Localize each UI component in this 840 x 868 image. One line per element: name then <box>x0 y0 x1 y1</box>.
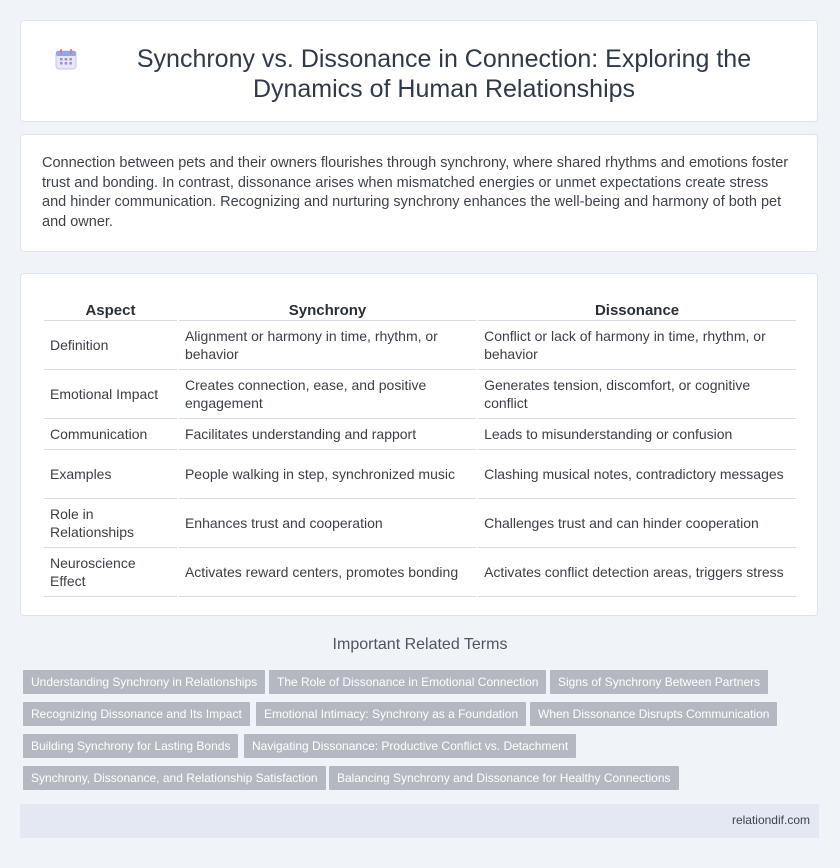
table-row <box>44 499 796 548</box>
cell-dissonance: Clashing musical notes, contradictory messages <box>478 450 796 499</box>
cell-synchrony: Creates connection, ease, and positive engagement <box>179 370 476 419</box>
intro-text: Connection between pets and their owners flourishes through synchrony, where shared rhythms and emotions foster trust and bonding. In contrast, dissonance arises when mismatched energies or unmet expectations create stress and hinder communication. Recognizing and nurturing synchrony enhances the well-being and harmony of both pet and owner. <box>42 155 789 230</box>
footer <box>20 804 819 838</box>
cell-synchrony: People walking in step, synchronized music <box>179 450 476 499</box>
footer-site-link[interactable]: relationdif.com <box>731 813 810 827</box>
cell-dissonance: Leads to misunderstanding or confusion <box>478 419 796 450</box>
cell-synchrony: Facilitates understanding and rapport <box>179 419 476 450</box>
related-term-tag[interactable]: When Dissonance Disrupts Communication <box>530 702 777 726</box>
table-row <box>44 419 796 450</box>
cell-dissonance: Generates tension, discomfort, or cognitive conflict <box>478 370 796 419</box>
intro-card <box>20 134 818 252</box>
cell-aspect: Neuroscience Effect <box>44 548 177 597</box>
table-header-row <box>44 292 796 321</box>
comparison-table <box>42 292 798 597</box>
title-card <box>20 20 818 122</box>
page-title: Synchrony vs. Dissonance in Connection: Exploring the Dynamics of Human Relationships <box>136 45 752 103</box>
cell-dissonance: Activates conflict detection areas, triggers stress <box>478 548 796 597</box>
cell-aspect: Examples <box>44 450 177 499</box>
cell-aspect: Communication <box>44 419 177 450</box>
related-term-tag[interactable]: The Role of Dissonance in Emotional Connection <box>269 670 546 694</box>
table-row <box>44 370 796 419</box>
related-term-tag[interactable]: Navigating Dissonance: Productive Conflict vs. Detachment <box>244 734 576 758</box>
related-term-tag[interactable]: Recognizing Dissonance and Its Impact <box>23 702 250 726</box>
calendar-icon <box>54 47 78 71</box>
cell-aspect: Emotional Impact <box>44 370 177 419</box>
related-term-tag[interactable]: Balancing Synchrony and Dissonance for Healthy Connections <box>329 766 679 790</box>
related-term-tag[interactable]: Synchrony, Dissonance, and Relationship Satisfaction <box>23 766 326 790</box>
table-row <box>44 321 796 370</box>
header-synchrony: Synchrony <box>179 292 476 321</box>
header-aspect: Aspect <box>44 292 177 321</box>
table-row <box>44 548 796 597</box>
related-term-tag[interactable]: Building Synchrony for Lasting Bonds <box>23 734 238 758</box>
related-term-tag[interactable]: Signs of Synchrony Between Partners <box>550 670 768 694</box>
cell-synchrony: Alignment or harmony in time, rhythm, or behavior <box>179 321 476 370</box>
related-term-tag[interactable]: Understanding Synchrony in Relationships <box>23 670 265 694</box>
table-row <box>44 450 796 499</box>
comparison-card <box>20 273 818 616</box>
cell-dissonance: Challenges trust and can hinder cooperation <box>478 499 796 548</box>
related-term-tag[interactable]: Emotional Intimacy: Synchrony as a Foundation <box>256 702 526 726</box>
cell-dissonance: Conflict or lack of harmony in time, rhythm, or behavior <box>478 321 796 370</box>
cell-aspect: Role in Relationships <box>44 499 177 548</box>
cell-aspect: Definition <box>44 321 177 370</box>
cell-synchrony: Activates reward centers, promotes bonding <box>179 548 476 597</box>
related-terms-heading: Important Related Terms <box>332 636 508 653</box>
header-dissonance: Dissonance <box>478 292 796 321</box>
cell-synchrony: Enhances trust and cooperation <box>179 499 476 548</box>
